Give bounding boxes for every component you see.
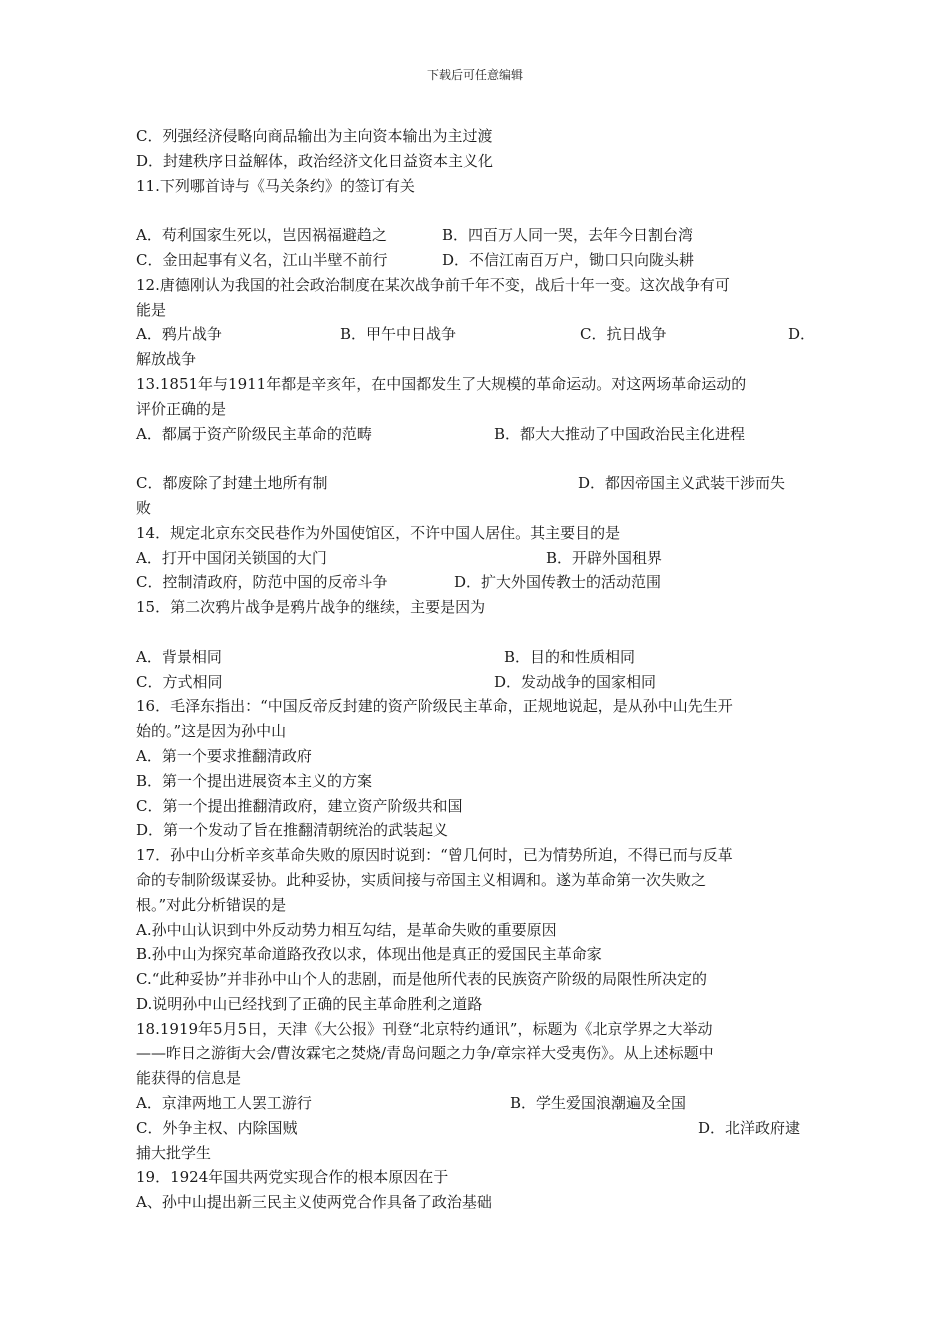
option-d: D．不信江南百万户，锄口只向陇头耕 — [442, 250, 695, 269]
option-a: A.孙中山认识到中外反动势力相互勾结，是革命失败的重要原因 — [136, 920, 557, 939]
question-16: 16．毛泽东指出：“中国反帝反封建的资产阶级民主革命，正规地说起，是从孙中山先生开 — [136, 697, 733, 716]
option-d-cont: 败 — [136, 498, 152, 517]
question-18-options-row1 — [136, 1091, 816, 1116]
option-line: D．封建秩序日益解体，政治经济文化日益资本主义化 — [136, 151, 494, 170]
question-12-options — [136, 322, 816, 347]
option-a: A．苟利国家生死以，岂因祸福避趋之 — [136, 226, 387, 245]
option-d: D．发动战争的国家相同 — [494, 672, 657, 691]
question-15-options-row1 — [136, 645, 816, 670]
option-c: C．金田起事有义名，江山半壁不前行 — [136, 250, 388, 269]
question-11: 11.下列哪首诗与《马关条约》的签订有关 — [136, 176, 415, 195]
option-d: D．都因帝国主义武装干涉而失 — [578, 474, 786, 493]
question-14: 14．规定北京东交民巷作为外国使馆区，不许中国人居住。其主要目的是 — [136, 523, 621, 542]
question-11-options-row2 — [136, 248, 816, 273]
option-d-cont: 解放战争 — [136, 350, 197, 369]
option-c: C.“此种妥协”并非孙中山个人的悲剧，而是他所代表的民族资产阶级的局限性所决定的 — [136, 970, 708, 989]
option-b: B．学生爱国浪潮遍及全国 — [510, 1094, 687, 1113]
document-body — [136, 124, 816, 1215]
question-14-options-row1 — [136, 546, 816, 571]
option-d: D.说明孙中山已经找到了正确的民主革命胜利之道路 — [136, 994, 483, 1013]
question-11-options-row1 — [136, 223, 816, 248]
option-c: C．都废除了封建土地所有制 — [136, 474, 328, 493]
question-13: 13.1851年与1911年都是辛亥年，在中国都发生了大规模的革命运动。对这两场革命运动的 — [136, 374, 747, 393]
question-18-cont: ——昨日之游街大会/曹汝霖宅之焚烧/青岛问题之力争/章宗祥大受夷伤》。从上述标题中 — [136, 1044, 714, 1063]
question-19: 19．1924年国共两党实现合作的根本原因在于 — [136, 1168, 449, 1187]
option-a: A．背景相同 — [136, 647, 222, 666]
option-b: B．开辟外国租界 — [546, 548, 663, 567]
question-13-cont: 评价正确的是 — [136, 399, 227, 418]
option-b: B．第一个提出进展资本主义的方案 — [136, 771, 373, 790]
option-a: A．都属于资产阶级民主革命的范畴 — [136, 424, 372, 443]
option-b: B.孙中山为探究革命道路孜孜以求，体现出他是真正的爱国民主革命家 — [136, 945, 602, 964]
question-13-options-row1 — [136, 422, 816, 447]
option-d: D．第一个发动了旨在推翻清朝统治的武装起义 — [136, 821, 449, 840]
option-b: B．四百万人同一哭，去年今日割台湾 — [442, 226, 694, 245]
question-15: 15．第二次鸦片战争是鸦片战争的继续，主要是因为 — [136, 598, 486, 617]
option-a: A．第一个要求推翻清政府 — [136, 746, 312, 765]
option-c: C．外争主权、内除国贼 — [136, 1118, 298, 1137]
question-17: 17．孙中山分析辛亥革命失败的原因时说到：“曾几何时，已为情势所迫，不得已而与反革 — [136, 846, 733, 865]
option-c: C．抗日战争 — [580, 325, 667, 344]
question-15-options-row2 — [136, 670, 816, 695]
option-d: D．北洋政府逮 — [698, 1118, 801, 1137]
option-d: D． — [788, 325, 816, 344]
option-d-cont: 捕大批学生 — [136, 1143, 212, 1162]
option-b: B．目的和性质相同 — [504, 647, 636, 666]
page-header: 下载后可任意编辑 — [426, 68, 523, 82]
option-c: C．第一个提出推翻清政府，建立资产阶级共和国 — [136, 796, 463, 815]
option-a: A、孙中山提出新三民主义使两党合作具备了政治基础 — [136, 1193, 492, 1212]
option-line: C．列强经济侵略向商品输出为主向资本输出为主过渡 — [136, 127, 493, 145]
question-16-cont: 始的。”这是因为孙中山 — [136, 722, 287, 741]
question-12: 12.唐德刚认为我国的社会政治制度在某次战争前千年不变，战后十年一变。这次战争有可 — [136, 275, 730, 294]
question-13-options-row2 — [136, 471, 816, 496]
option-b: B．甲午中日战争 — [340, 325, 457, 344]
question-17-cont: 命的专制阶级谋妥协。此种妥协，实质间接与帝国主义相调和。遂为革命第一次失败之 — [136, 870, 707, 889]
question-18-options-row2 — [136, 1116, 816, 1141]
option-d: D．扩大外国传教士的活动范围 — [454, 573, 662, 592]
question-17-cont: 根。”对此分析错误的是 — [136, 895, 287, 914]
option-a: A．鸦片战争 — [136, 325, 222, 344]
question-18-cont: 能获得的信息是 — [136, 1069, 242, 1088]
option-a: A．京津两地工人罢工游行 — [136, 1094, 312, 1113]
option-c: C．控制清政府，防范中国的反帝斗争 — [136, 573, 388, 592]
option-b: B．都大大推动了中国政治民主化进程 — [494, 424, 746, 443]
question-12-cont: 能是 — [136, 300, 167, 319]
option-a: A．打开中国闭关锁国的大门 — [136, 548, 327, 567]
option-c: C．方式相同 — [136, 672, 223, 691]
question-14-options-row2 — [136, 570, 816, 595]
question-18: 18.1919年5月5日，天津《大公报》刊登“北京特约通讯”，标题为《北京学界之大举动 — [136, 1019, 713, 1038]
